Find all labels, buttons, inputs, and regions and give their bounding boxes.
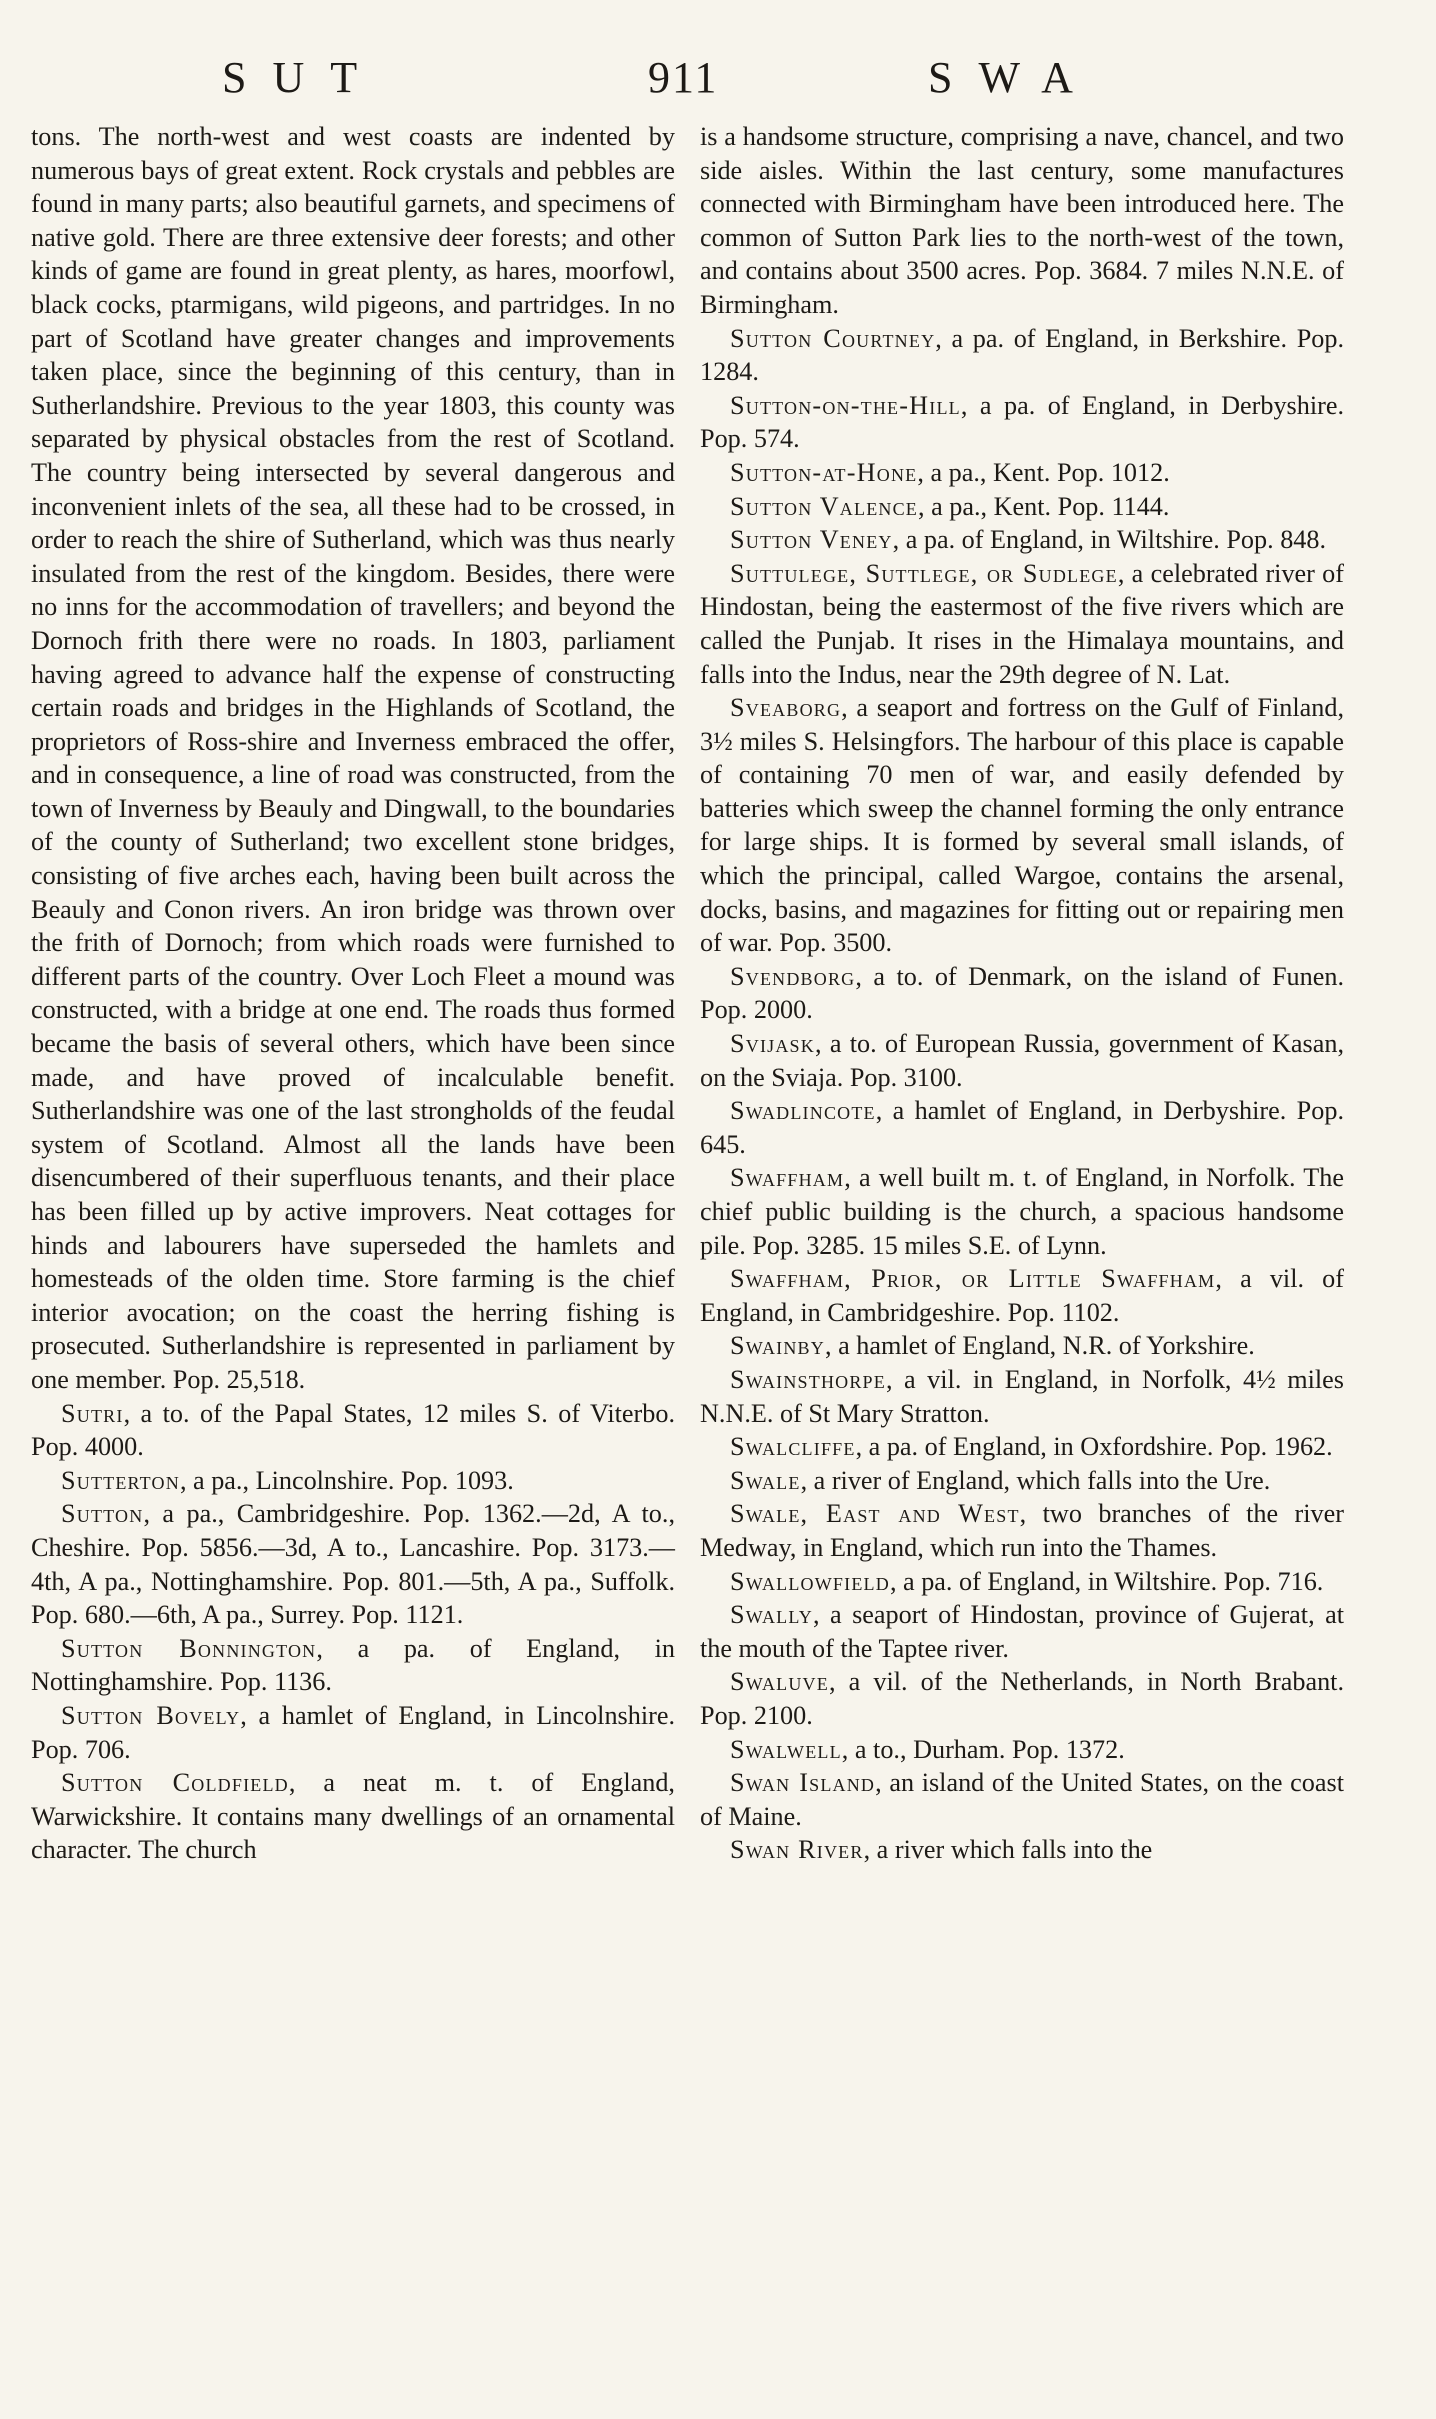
gazetteer-entry <box>700 1329 1344 1363</box>
entry-headword: Sutterton <box>61 1465 180 1495</box>
entry-text: , a pa., Kent. Pop. 1012. <box>917 457 1170 487</box>
entry-text: , a to. of the Papal States, 12 miles S. of Viterbo. Pop. 4000. <box>31 1398 675 1462</box>
gazetteer-entry <box>31 1632 675 1699</box>
entry-text: , two branches of the river Medway, in England, which run into the Thames. <box>700 1499 1344 1562</box>
entry-headword: Sutton Bovely <box>61 1700 241 1730</box>
entry-text: , a river which falls into the <box>863 1835 1153 1865</box>
gazetteer-entry <box>700 1027 1344 1094</box>
entry-headword: Suttulege, Suttlege, or Sudlege <box>730 558 1118 588</box>
gazetteer-entry <box>31 1464 675 1498</box>
entry-text: , a pa. of England, in Derbyshire. Pop. 574. <box>700 390 1344 454</box>
entry-text: , a hamlet of England, N.R. of Yorkshire. <box>824 1331 1255 1361</box>
gazetteer-entry <box>700 1497 1344 1564</box>
entry-headword: Sutton Valence <box>730 491 919 521</box>
gazetteer-entry <box>31 1397 675 1464</box>
entry-headword: Sutri <box>61 1398 124 1428</box>
entry-text: , an island of the United States, on the coast of Maine. <box>700 1768 1344 1831</box>
gazetteer-entry <box>31 1497 675 1631</box>
entry-headword: Sutton Bonnington <box>61 1633 317 1663</box>
entry-headword: Swallowfield <box>730 1566 890 1596</box>
gazetteer-entry <box>700 1363 1344 1430</box>
entry-headword: Sutton Coldfield <box>61 1768 289 1798</box>
entry-text: , a pa. of England, in Wiltshire. Pop. 716. <box>889 1566 1324 1596</box>
entry-headword: Sveaborg <box>730 693 842 723</box>
entry-headword: Swan River <box>730 1835 864 1865</box>
entry-text: , a hamlet of England, in Lincolnshire. Pop. 706. <box>31 1700 675 1764</box>
entry-headword: Swally <box>730 1600 813 1630</box>
entry-text: , a vil. in England, in Norfolk, 4½ miles N.N.E. of St Mary Stratton. <box>700 1364 1344 1428</box>
entry-text: , a pa. of England, in Berkshire. Pop. 1284. <box>700 323 1345 387</box>
left-column <box>31 120 675 1867</box>
entry-headword: Swaluve <box>730 1667 829 1697</box>
entry-text: , a hamlet of England, in Derbyshire. Pop. 645. <box>700 1096 1344 1159</box>
running-header <box>0 52 1436 112</box>
entry-headword: Swan Island <box>730 1768 876 1798</box>
entry-text: , a vil. of the Netherlands, in North Brabant. Pop. 2100. <box>700 1667 1344 1730</box>
page-number: 911 <box>648 53 719 102</box>
entry-headword: Sutton-on-the-Hill <box>730 390 961 420</box>
entry-text: , a to. of Denmark, on the island of Funen. Pop. 2000. <box>700 961 1344 1025</box>
gazetteer-entry <box>700 1464 1344 1498</box>
gazetteer-entry <box>700 1833 1344 1867</box>
entry-text: , a pa., Cambridgeshire. Pop. 1362.—2d, A to., Cheshire. Pop. 5856.—3d, A to., Lancashire. Pop. 3173.—4th, A pa., Nottinghamshire. Pop. 801.—5th, A pa., Suffolk. Pop. 680.—6th, A pa., Surrey. Pop. 1121. <box>31 1499 675 1630</box>
gazetteer-entry <box>700 960 1344 1027</box>
entry-headword: Sutton Veney <box>730 525 893 555</box>
entry-headword: Swadlincote <box>730 1096 876 1126</box>
gazetteer-entry <box>700 1665 1344 1732</box>
gazetteer-entry <box>700 490 1344 524</box>
gazetteer-entry <box>700 523 1344 557</box>
entry-text: , a pa. of England, in Oxfordshire. Pop. 1962. <box>855 1432 1333 1462</box>
gazetteer-entry <box>700 322 1344 389</box>
entry-headword: Swaffham <box>730 1163 845 1193</box>
entry-headword: Sutton-at-Hone <box>730 457 918 487</box>
gazetteer-entry <box>700 1565 1344 1599</box>
entry-headword: Swainby <box>730 1331 825 1361</box>
entry-headword: Swalcliffe <box>730 1432 856 1462</box>
entry-text: , a to. of European Russia, government of Kasan, on the Sviaja. Pop. 3100. <box>700 1029 1344 1092</box>
continued-entry-text: tons. The north-west and west coasts are indented by numerous bays of great extent. Rock crystals and pebbles are found in many parts; also beautiful garnets, and specimens of native gold. There are three extensive deer forests; and other kinds of game are found in great plenty, as hares, moorfowl, black cocks, ptarmigans, wild pigeons, and partridges. In no part of Scotland have greater changes and improvements taken place, since the beginning of this century, than in Sutherlandshire. Previous to the year 1803, this county was separated by physical obstacles from the rest of Scotland. The country being intersected by several dangerous and inconvenient inlets of the sea, all these had to be crossed, in order to reach the shire of Sutherland, which was thus nearly insulated from the rest of the kingdom. Besides, there were no inns for the accommodation of travellers; and beyond the Dornoch frith there were no roads. In 1803, parliament having agreed to advance half the expense of constructing certain roads and bridges in the Highlands of Scotland, the proprietors of Ross-shire and Inverness embraced the offer, and in consequence, a line of road was constructed, from the town of Inverness by Beauly and Dingwall, to the boundaries of the county of Sutherland; two excellent stone bridges, consisting of five arches each, having been built across the Beauly and Conon rivers. An iron bridge was thrown over the frith of Dornoch; from which roads were furnished to different parts of the country. Over Loch Fleet a mound was constructed, with a bridge at one end. The roads thus formed became the basis of several others, which have been since made, and have proved of incalculable benefit. Sutherlandshire was one of the last strongholds of the feudal system of Scotland. Almost all the lands have been disencumbered of their superfluous tenants, and their place has been filled up by active improvers. Neat cottages for hinds and labourers have superseded the hamlets and homesteads of the olden time. Store farming is the chief interior avocation; on the coast the herring fishing is prosecuted. Sutherlandshire is represented in parliament by one member. Pop. 25,518. <box>31 122 675 1394</box>
entry-text: , a neat m. t. of England, Warwickshire. It contains many dwellings of an ornamental character. The church <box>31 1768 675 1865</box>
gazetteer-entry <box>31 1766 675 1867</box>
gazetteer-entry <box>700 389 1344 456</box>
entry-headword: Swaffham, Prior, or Little Swaffham <box>730 1264 1216 1294</box>
header-left-guideword: SUT <box>222 53 384 102</box>
gazetteer-entry <box>700 1598 1344 1665</box>
gazetteer-entry <box>700 1262 1344 1329</box>
entry-text: , a pa. of England, in Wiltshire. Pop. 848. <box>892 525 1327 555</box>
entry-text: , a seaport and fortress on the Gulf of Finland, 3½ miles S. Helsingfors. The harbour of this place is capable of containing 70 men of war, and easily defended by batteries which sweep the channel forming the only entrance for large ships. It is formed by several small islands, of which the principal, called Wargoe, contains the arsenal, docks, basins, and magazines for fitting out or repairing men of war. Pop. 3500. <box>700 693 1344 958</box>
entry-text: , a river of England, which falls into the Ure. <box>800 1465 1271 1495</box>
entry-text: , a to., Durham. Pop. 1372. <box>841 1734 1125 1764</box>
gazetteer-entry <box>31 1699 675 1766</box>
entry-text: , a seaport of Hindostan, province of Gujerat, at the mouth of the Taptee river. <box>700 1600 1344 1663</box>
entry-headword: Sutton <box>61 1499 144 1529</box>
gazetteer-entry <box>700 1161 1344 1262</box>
entry-headword: Swalwell <box>730 1734 842 1764</box>
entry-text: , a pa., Lincolnshire. Pop. 1093. <box>179 1465 514 1495</box>
gazetteer-entry <box>700 456 1344 490</box>
gazetteer-entry <box>700 557 1344 691</box>
entry-headword: Svijask <box>730 1029 815 1059</box>
gazetteer-entry <box>700 1430 1344 1464</box>
entry-text: , a well built m. t. of England, in Norfolk. The chief public building is the church, a spacious handsome pile. Pop. 3285. 15 miles S.E. of Lynn. <box>700 1163 1344 1260</box>
entry-headword: Swale, East and West <box>730 1499 1020 1529</box>
right-column <box>700 120 1344 1867</box>
entry-text: , a celebrated river of Hindostan, being the eastermost of the five rivers which are called the Punjab. It rises in the Himalaya mountains, and falls into the Indus, near the 29th degree of N. Lat. <box>700 558 1344 689</box>
gazetteer-entry <box>700 1094 1344 1161</box>
gazetteer-entry <box>700 691 1344 960</box>
entry-text: , a vil. of England, in Cambridgeshire. Pop. 1102. <box>700 1264 1344 1327</box>
entry-headword: Swale <box>730 1465 801 1495</box>
entry-headword: Sutton Courtney <box>730 323 936 353</box>
entry-headword: Swainsthorpe <box>730 1364 886 1394</box>
gazetteer-entry <box>700 1733 1344 1767</box>
header-right-guideword: SWA <box>928 53 1099 102</box>
entry-headword: Svendborg <box>730 961 856 991</box>
gazetteer-entry <box>700 1766 1344 1833</box>
entry-text: , a pa. of England, in Nottinghamshire. Pop. 1136. <box>31 1633 675 1697</box>
continued-entry-text: is a handsome structure, comprising a nave, chancel, and two side aisles. Within the last century, some manufactures connected with Birmingham have been introduced here. The common of Sutton Park lies to the north-west of the town, and contains about 3500 acres. Pop. 3684. 7 miles N.N.E. of Birmingham. <box>700 122 1344 319</box>
entry-text: , a pa., Kent. Pop. 1144. <box>918 491 1170 521</box>
